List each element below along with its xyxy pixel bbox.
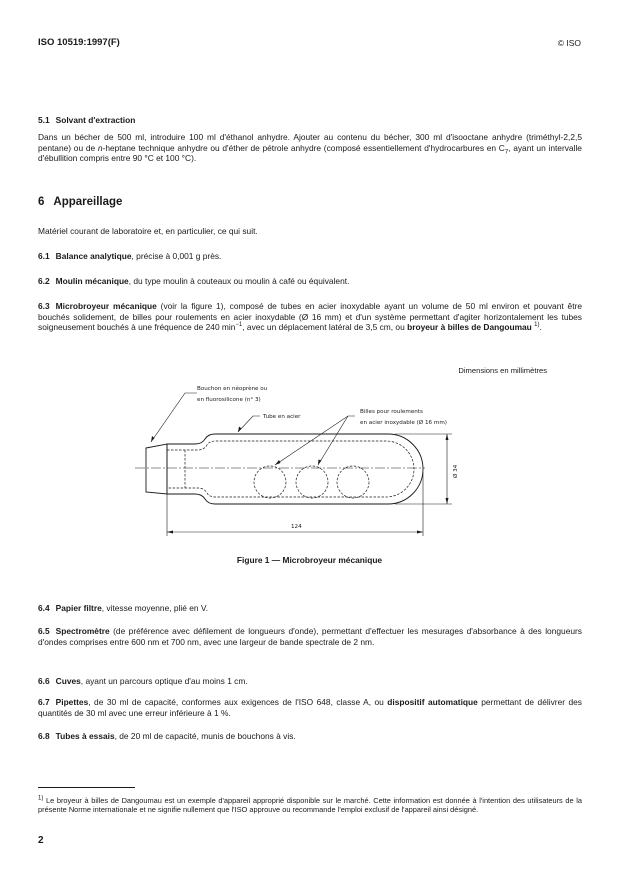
length-label: 124 bbox=[291, 524, 302, 530]
item-6-5: 6.5 Spectromètre (de préférence avec défilement de longueurs d'onde), permettant d'effectuer les mesurages d'absorbance à des longueurs d'ondes comprises entre 600 nm et 700 nm, avec une largeur de bande spectrale de 2 nm. bbox=[38, 626, 582, 647]
section-6-heading: 6 Appareillage bbox=[38, 196, 123, 208]
stopper bbox=[146, 444, 167, 494]
figure-units-note: Dimensions en millimètres bbox=[458, 366, 547, 375]
footnote-ref[interactable]: 1) bbox=[534, 322, 540, 329]
page-number: 2 bbox=[38, 835, 44, 846]
diameter-label: Ø 34 bbox=[453, 464, 459, 478]
item-6-6: 6.6 Cuves, ayant un parcours optique d'au moins 1 cm. bbox=[38, 676, 248, 686]
ball bbox=[254, 466, 286, 498]
ball bbox=[296, 466, 328, 498]
figure-1-drawing bbox=[110, 360, 590, 560]
stopper-label-line2: en fluorosilicone (n° 3) bbox=[197, 397, 261, 403]
footnote-separator bbox=[38, 787, 135, 788]
section-5-1-text: Dans un bécher de 500 ml, introduire 100 ml d'éthanol anhydre. Ajouter au contenu du bécher, 300 ml d'isooctane anhydre (triméthyl-2,2,5 pentane) ou de n-heptane technique anhydre ou d'éther de pétrole anhydre (composé essentiellement d'hydrocarbures en $C_7$, ayant un intervalle d'ébullition compris entre 90 °C et 100 °C). bbox=[38, 132, 582, 164]
footnote-1: $^{1)}$ Le broyeur à billes de Dangoumau est un exemple d'appareil approprié disponible sur le marché. Cette information est donnée à l'intention des utilisateurs de la présente Norme internationale et ne signifie nullement que l'ISO approuve ou recommande l'emploi exclusif de l'appareil ainsi désigné. bbox=[38, 795, 582, 815]
section-6-intro: Matériel courant de laboratoire et, en particulier, ce qui suit. bbox=[38, 226, 258, 236]
item-6-4: 6.4 Papier filtre, vitesse moyenne, plié en V. bbox=[38, 603, 209, 613]
figure-caption: Figure 1 — Microbroyeur mécanique bbox=[236, 555, 383, 565]
stopper-label-line1: Bouchon en néoprène ou bbox=[197, 386, 268, 392]
balls-label-line2: en acier inoxydable (Ø 16 mm) bbox=[360, 420, 447, 426]
balls-label-line1: Billes pour roulements bbox=[360, 409, 423, 415]
document-id: ISO 10519:1997(F) bbox=[38, 37, 120, 48]
item-6-7: 6.7 Pipettes, de 30 ml de capacité, conformes aux exigences de l'ISO 648, classe A, ou dispositif automatique permettant de délivrer des quantités de 30 ml avec une erreur inférieure à 1 %. bbox=[38, 697, 582, 718]
tube-label: Tube en acier bbox=[263, 414, 301, 420]
tube-inner-wall bbox=[167, 441, 414, 497]
item-6-2: 6.2 Moulin mécanique, du type moulin à couteaux ou moulin à café ou équivalent. bbox=[38, 276, 350, 286]
item-6-1: 6.1 Balance analytique, précise à 0,001 g près. bbox=[38, 251, 222, 261]
item-6-3: 6.3 Microbroyeur mécanique (voir la figure 1), composé de tubes en acier inoxydable ayant un volume de 50 ml environ et pouvant être bouchés solidement, de billes pour roulements en acier inoxydable (Ø 16 mm) et d'un système permettant d'agiter horizontalement les tubes soigneusement bouchés à une fréquence de 240 $\min^{-1}$, avec un déplacement latéral de 3,5 cm, ou broyeur à billes de Dangoumau $^{1)}$. bbox=[38, 301, 582, 333]
tube-outline bbox=[167, 434, 423, 504]
item-6-8: 6.8 Tubes à essais, de 20 ml de capacité, munis de bouchons à vis. bbox=[38, 731, 296, 741]
copyright: © ISO bbox=[557, 38, 581, 48]
section-5-1-heading: 5.1 Solvant d'extraction bbox=[38, 115, 136, 125]
ball bbox=[337, 466, 369, 498]
